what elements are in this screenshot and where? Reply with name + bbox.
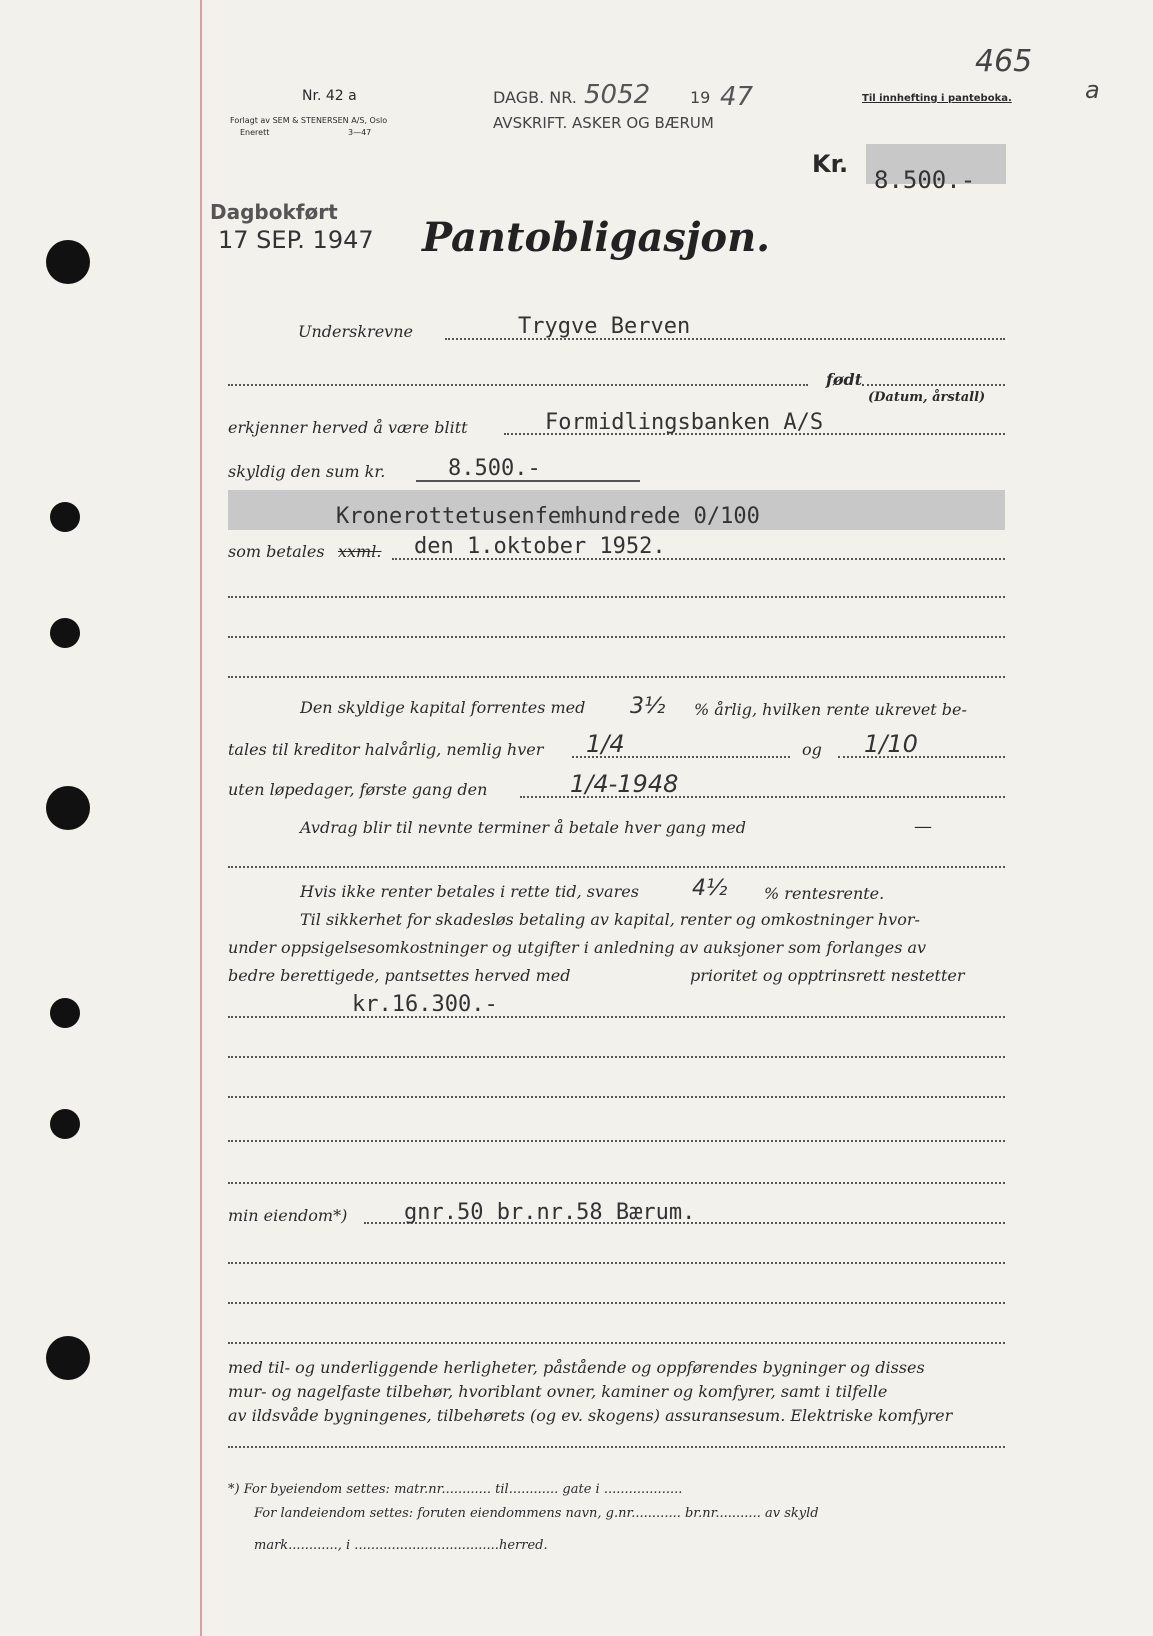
closing-text: med til- og underliggende herligheter, påstående og oppførendes bygninger og disses bbox=[228, 1358, 925, 1377]
page-title: Pantobligasjon. bbox=[422, 214, 771, 261]
closing-text: av ildsvåde bygningenes, tilbehørets (og ev. skogens) assuransesum. Elektriske komfyrer bbox=[228, 1406, 953, 1425]
margin-rule bbox=[200, 0, 202, 1636]
footnote-text: *) For byeiendom settes: matr.nr............ til............ gate i ................... bbox=[228, 1482, 683, 1497]
skyldig-label: skyldig den sum kr. bbox=[228, 462, 386, 481]
property-value: gnr.50 br.nr.58 Bærum. bbox=[404, 1200, 696, 1225]
blank-line bbox=[228, 1096, 1005, 1098]
amount-words: Kronerottetusenfemhundrede 0/100 bbox=[336, 504, 760, 529]
publisher-enerett: Enerett bbox=[240, 128, 270, 137]
punch-hole bbox=[46, 240, 90, 284]
security-text: bedre berettigede, pantsettes herved med bbox=[228, 966, 571, 985]
page-reference-suffix: a bbox=[1085, 76, 1100, 104]
punch-hole bbox=[50, 998, 80, 1028]
interest-text: Den skyldige kapital forrentes med bbox=[300, 698, 586, 717]
underskrevne-value: Trygve Berven bbox=[518, 314, 691, 339]
og-label: og bbox=[802, 740, 822, 759]
blank-line bbox=[228, 1446, 1005, 1448]
blank-line bbox=[228, 1342, 1005, 1344]
publisher-line: Forlagt av SEM & STENERSEN A/S, Oslo bbox=[230, 116, 388, 125]
security-text: under oppsigelsesomkostninger og utgifter i anledning av auksjoner som forlanges av bbox=[228, 938, 927, 957]
kr-label: Kr. bbox=[812, 150, 849, 178]
dagb-year-prefix: 19 bbox=[690, 88, 711, 107]
birth-line-end bbox=[862, 384, 1005, 386]
received-stamp-line1: Dagbokført bbox=[210, 200, 338, 224]
penalty-text: % rentesrente. bbox=[764, 884, 885, 903]
footnote-text: For landeiendom settes: foruten eiendommens navn, g.nr............ br.nr........... av skyld bbox=[254, 1506, 819, 1521]
punch-hole bbox=[50, 1109, 80, 1139]
underskrevne-label: Underskrevne bbox=[298, 322, 413, 341]
punch-hole bbox=[46, 1336, 90, 1380]
erkjenner-label: erkjenner herved å være blitt bbox=[228, 418, 468, 437]
avdrag-value: — bbox=[914, 816, 932, 837]
betales-value: den 1.oktober 1952. bbox=[414, 534, 666, 559]
blank-line bbox=[228, 676, 1005, 678]
security-text: Til sikkerhet for skadesløs betaling av kapital, renter og omkostninger hvor- bbox=[300, 910, 920, 929]
prior-value: kr.16.300.- bbox=[352, 992, 498, 1017]
blank-line bbox=[228, 1056, 1005, 1058]
form-number: Nr. 42 a bbox=[302, 88, 357, 104]
interest-text: uten løpedager, første gang den bbox=[228, 780, 488, 799]
blank-line bbox=[228, 1262, 1005, 1264]
punch-hole bbox=[46, 786, 90, 830]
closing-text: mur- og nagelfaste tilbehør, hvoriblant ovner, kaminer og komfyrer, samt i tilfelle bbox=[228, 1382, 888, 1401]
skyldig-value: 8.500.- bbox=[448, 456, 541, 481]
avdrag-text: Avdrag blir til nevnte terminer å betale hver gang med bbox=[300, 818, 746, 837]
first-date: 1/4-1948 bbox=[570, 770, 679, 798]
betales-label: som betales bbox=[228, 542, 325, 561]
erkjenner-value: Formidlingsbanken A/S bbox=[545, 410, 824, 435]
page-reference: 465 bbox=[975, 44, 1033, 79]
blank-line bbox=[228, 1302, 1005, 1304]
blank-line bbox=[228, 636, 1005, 638]
blank-line bbox=[228, 1182, 1005, 1184]
avskrift-line: AVSKRIFT. ASKER OG BÆRUM bbox=[493, 114, 714, 132]
interest-text: % årlig, hvilken rente ukrevet be- bbox=[694, 700, 967, 719]
interest-text: tales til kreditor halvårlig, nemlig hver bbox=[228, 740, 544, 759]
term-date-1: 1/4 bbox=[586, 730, 625, 758]
betales-struck: xxml. bbox=[338, 542, 382, 561]
penalty-rate: 4½ bbox=[692, 876, 728, 901]
penalty-text: Hvis ikke renter betales i rette tid, svares bbox=[300, 882, 639, 901]
term-date-2: 1/10 bbox=[864, 730, 918, 758]
prior-line bbox=[228, 1016, 1005, 1018]
security-text: prioritet og opptrinsrett nestetter bbox=[690, 966, 965, 985]
blank-line bbox=[228, 866, 1005, 868]
dagb-label: DAGB. NR. bbox=[493, 88, 577, 107]
kr-amount: 8.500.- bbox=[874, 166, 976, 194]
datum-label: (Datum, årstall) bbox=[868, 390, 986, 405]
property-label: min eiendom*) bbox=[228, 1206, 348, 1225]
dagb-year: 47 bbox=[720, 82, 754, 112]
blank-line bbox=[228, 596, 1005, 598]
dagb-number: 5052 bbox=[584, 80, 651, 110]
innhefting-note: Til innhefting i panteboka. bbox=[862, 93, 1012, 104]
birth-line bbox=[228, 384, 808, 386]
interest-rate: 3½ bbox=[630, 694, 666, 719]
blank-line bbox=[228, 1140, 1005, 1142]
punch-hole bbox=[50, 502, 80, 532]
footnote-text: mark............, i ...................................herred. bbox=[254, 1538, 548, 1553]
publisher-date: 3—47 bbox=[348, 128, 372, 137]
punch-hole bbox=[50, 618, 80, 648]
received-stamp-date: 17 SEP. 1947 bbox=[218, 226, 374, 254]
fodt-label: født bbox=[826, 370, 863, 389]
